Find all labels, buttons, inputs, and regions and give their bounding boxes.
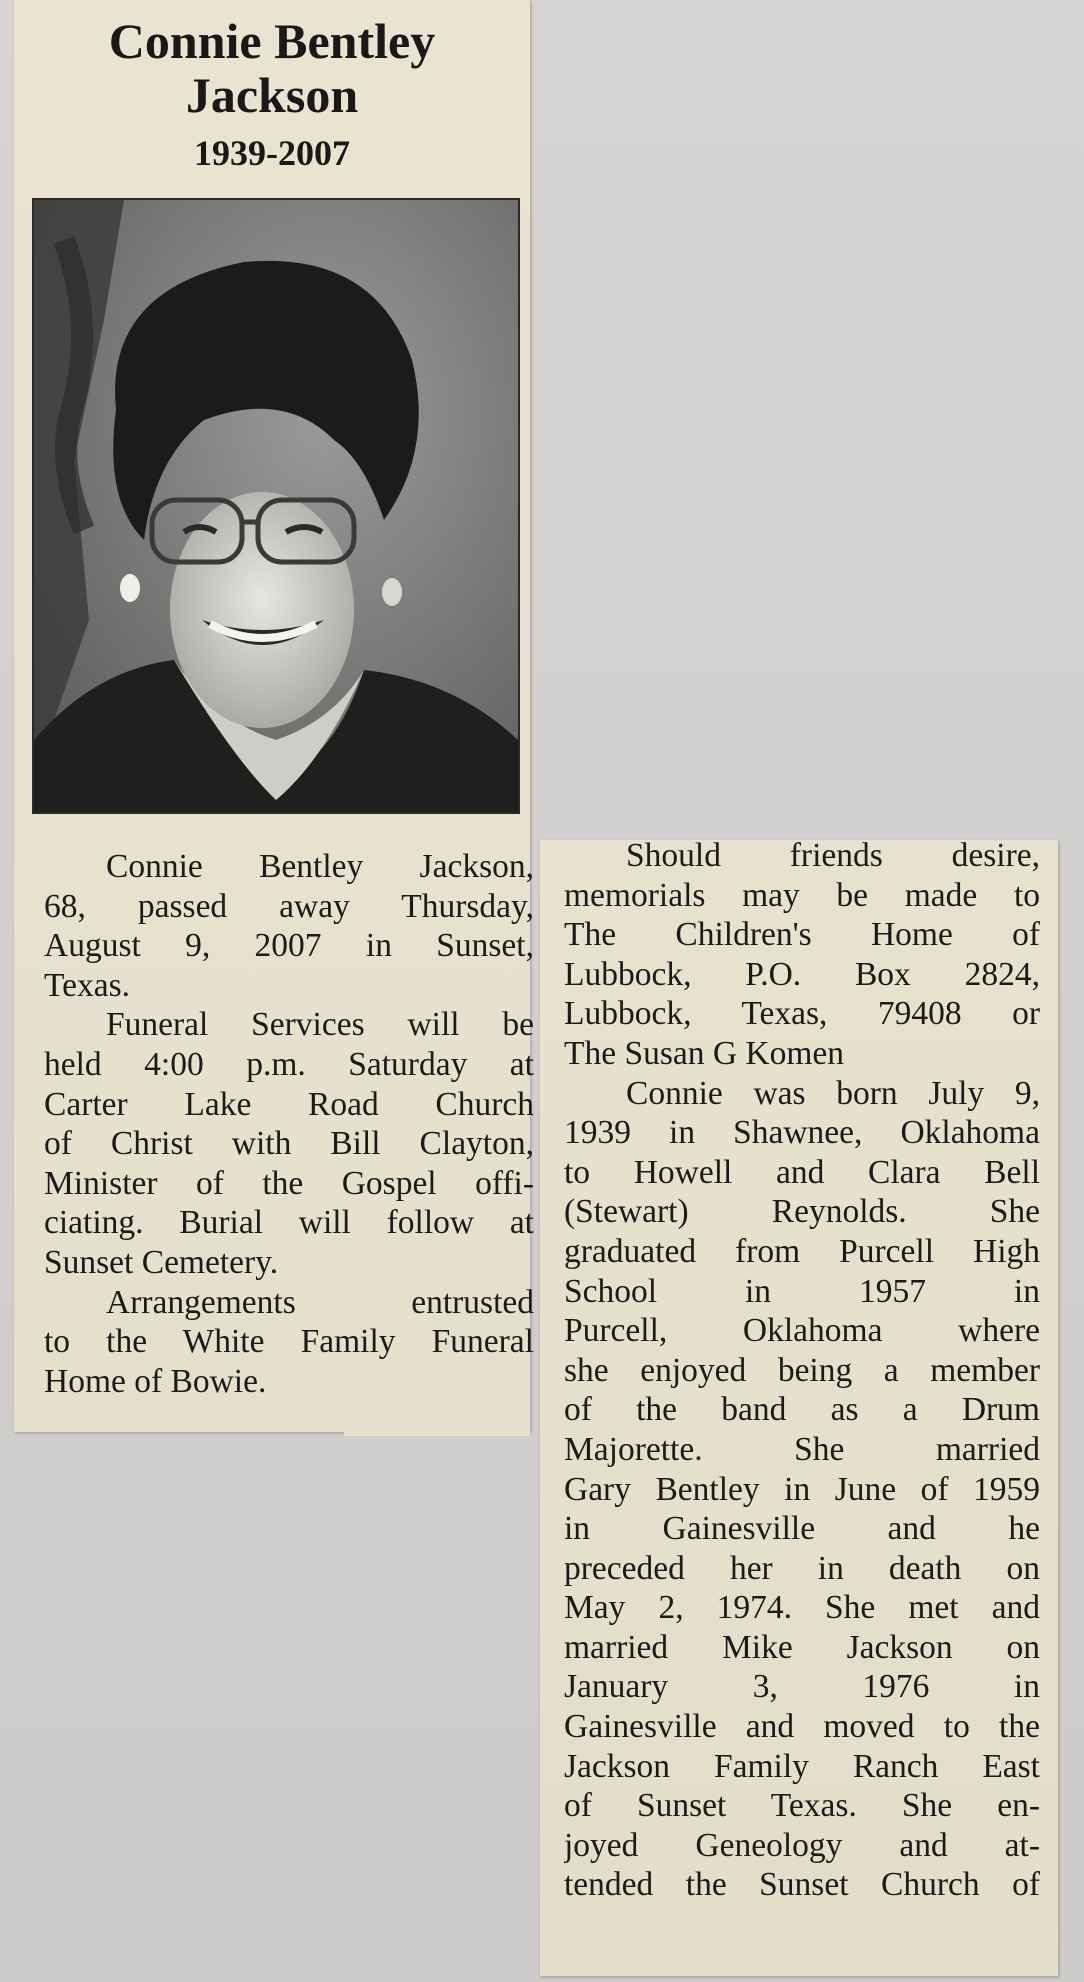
left-column-text-line: Funeral Services will be (106, 1006, 534, 1044)
obituary-clipping-right (540, 837, 1058, 1976)
right-column-text-line: graduated from Purcell High (564, 1232, 1040, 1270)
right-column-text-line: Gainesville and moved to the (564, 1708, 1040, 1746)
right-column-text-line: January 3, 1976 in (564, 1668, 1040, 1706)
right-column-text-line: tended the Sunset Church of (564, 1866, 1040, 1904)
left-column-text-line: ciating. Burial will follow at (44, 1204, 534, 1242)
obituary-clipping-left (14, 0, 534, 1432)
obituary-left-column (44, 847, 534, 1401)
obituary-name-line2: Jackson (185, 67, 359, 123)
left-column-text-line: August 9, 2007 in Sunset, (44, 927, 534, 965)
right-column-text-line: The Susan G Komen (564, 1034, 845, 1072)
right-column-text-line: Jackson Family Ranch East (564, 1747, 1040, 1785)
obituary-name-line1: Connie Bentley (108, 13, 436, 69)
right-column-text-line: to Howell and Clara Bell (564, 1153, 1040, 1191)
right-column-text-line: Lubbock, Texas, 79408 or (564, 995, 1040, 1033)
left-column-text-line: held 4:00 p.m. Saturday at (44, 1045, 534, 1083)
right-column-text-line: 1939 in Shawnee, Oklahoma (564, 1114, 1040, 1152)
right-column-text-line: memorials may be made to (564, 876, 1040, 914)
right-column-text-line: preceded her in death on (564, 1549, 1040, 1587)
right-column-text-line: Connie was born July 9, (626, 1074, 1040, 1112)
obituary-right-column (564, 836, 1040, 1905)
left-column-text-line: to the White Family Funeral (44, 1323, 534, 1361)
clipping-tail (344, 1418, 530, 1436)
left-column-text-line: Connie Bentley Jackson, (106, 848, 534, 885)
right-column-text-line: School in 1957 in (564, 1272, 1040, 1310)
left-column-text-line: Home of Bowie. (44, 1362, 267, 1400)
right-column-text-line: Should friends desire, (626, 837, 1040, 874)
portrait-photo (32, 198, 520, 814)
portrait-image (34, 200, 518, 812)
left-column-text-line: Texas. (44, 966, 131, 1004)
right-column-text-line: married Mike Jackson on (564, 1628, 1040, 1666)
right-column-text-line: Gary Bentley in June of 1959 (564, 1470, 1040, 1508)
obituary-years: 1939-2007 (194, 133, 350, 173)
left-column-text-line: Arrangements entrusted (106, 1283, 534, 1321)
left-column-text-line: Carter Lake Road Church (44, 1085, 534, 1123)
right-column-text-line: May 2, 1974. She met and (564, 1589, 1040, 1627)
right-column-text-line: (Stewart) Reynolds. She (564, 1193, 1040, 1231)
left-column-text-line: Minister of the Gospel offi- (44, 1164, 534, 1202)
right-column-text-line: joyed Geneology and at- (564, 1826, 1040, 1864)
right-column-text-line: in Gainesville and he (564, 1510, 1040, 1548)
left-column-text-line: Sunset Cemetery. (44, 1243, 279, 1281)
right-column-text-line: Purcell, Oklahoma where (564, 1312, 1040, 1350)
left-column-text-line: 68, passed away Thursday, (44, 887, 534, 925)
left-column-text-line: of Christ with Bill Clayton, (44, 1125, 534, 1163)
right-column-text-line: of Sunset Texas. She en- (564, 1787, 1040, 1825)
right-column-text-line: The Children's Home of (564, 916, 1040, 954)
right-column-text-line: of the band as a Drum (564, 1391, 1040, 1429)
right-column-text-line: Lubbock, P.O. Box 2824, (564, 955, 1040, 993)
right-column-text-line: she enjoyed being a member (564, 1351, 1040, 1389)
right-column-text-line: Majorette. She married (564, 1430, 1040, 1468)
